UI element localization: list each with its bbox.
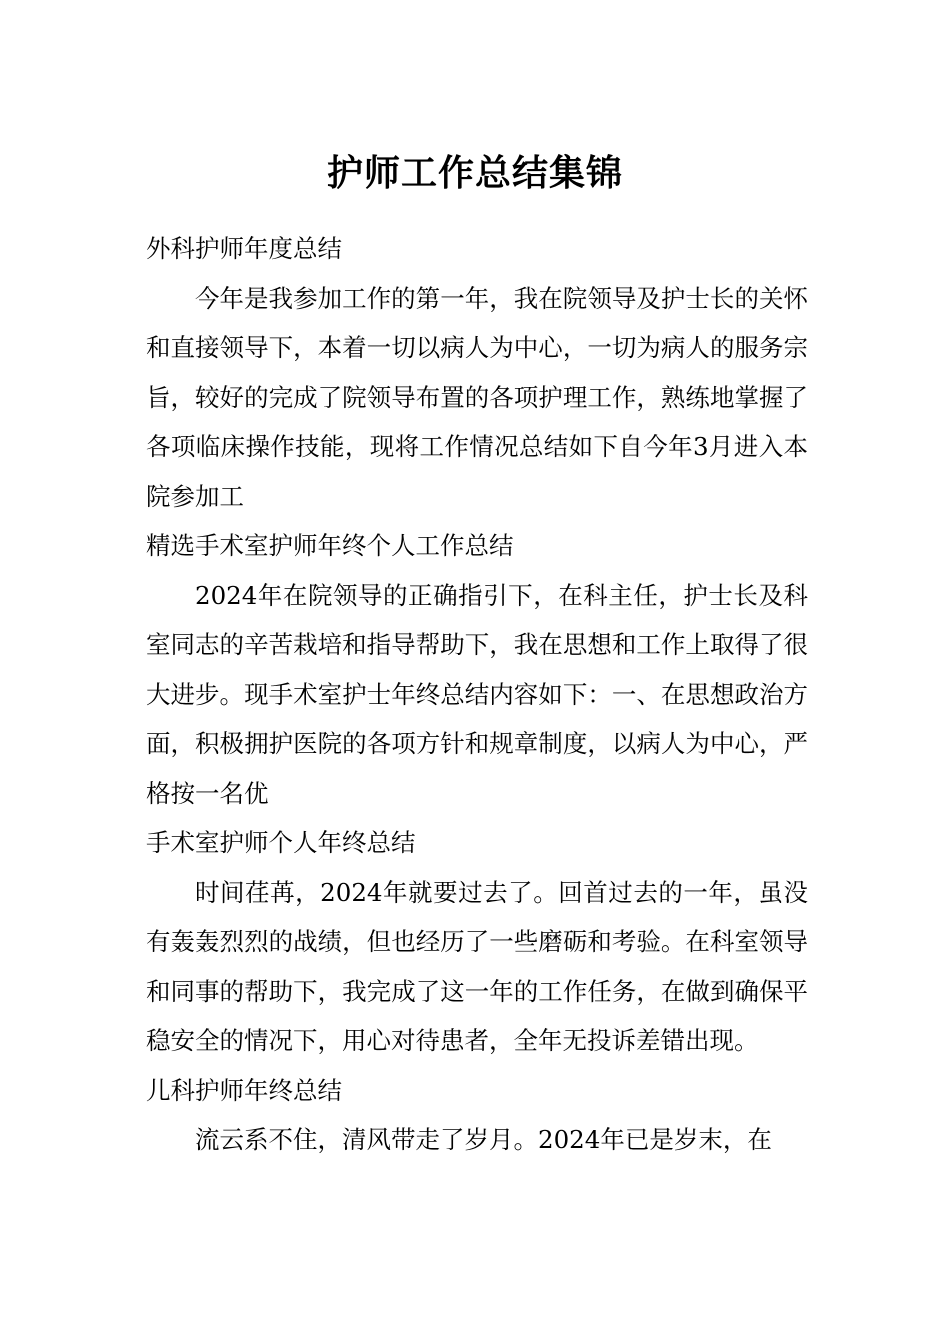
section-body: 今年是我参加工作的第一年，我在院领导及护士长的关怀和直接领导下，本着一切以病人为中心，一切为病人的服务宗旨，较好的完成了院领导布置的各项护理工作，熟练地掌握了各项临床操作技能，现将工作情况总结如下自今年3月进入本院参加工 xyxy=(146,283,808,511)
section-body: 时间荏苒，2024年就要过去了。回首过去的一年，虽没有轰轰烈烈的战绩，但也经历了一些磨砺和考验。在科室领导和同事的帮助下，我完成了这一年的工作任务，在做到确保平稳安全的情况下，用心对待患者，全年无投诉差错出现。 xyxy=(146,877,808,1055)
section-heading: 精选手术室护师年终个人工作总结 xyxy=(146,531,514,560)
section-body: 流云系不住，清风带走了岁月。2024年已是岁末，在 xyxy=(195,1125,772,1154)
section-heading: 外科护师年度总结 xyxy=(146,234,342,263)
section-heading: 手术室护师个人年终总结 xyxy=(146,828,416,857)
document-title: 护师工作总结集锦 xyxy=(326,153,623,195)
section-pediatrics-year-end xyxy=(146,1066,808,1165)
section-heading: 儿科护师年终总结 xyxy=(146,1075,342,1105)
section-body: 2024年在院领导的正确指引下，在科主任，护士长及科室同志的辛苦栽培和指导帮助下，我在思想和工作上取得了很大进步。现手术室护士年终总结内容如下：一、在思想政治方面，积极拥护医院的各项方针和规章制度，以病人为中心，严格按一名优 xyxy=(146,580,808,808)
section-operating-room-year-end xyxy=(146,521,808,818)
document-content xyxy=(146,224,808,1165)
section-surgery-annual xyxy=(146,224,808,521)
section-operating-room-personal xyxy=(146,818,808,1066)
